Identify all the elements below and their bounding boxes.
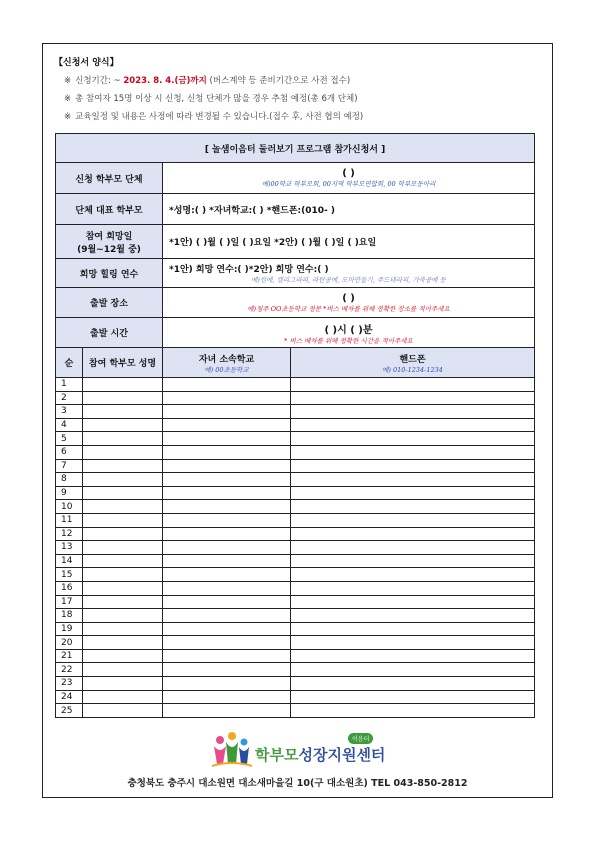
notes-line-participants: ※ 총 참여자 15명 이상 시 신청, 신청 단체가 많을 경우 추첨 예정(총 6개 단체) [64, 94, 358, 104]
school-cell[interactable] [163, 527, 291, 541]
notes-heading: 【신청서 양식】 [54, 58, 119, 68]
school-cell[interactable] [163, 445, 291, 459]
phone-cell[interactable] [291, 527, 535, 541]
table-row [56, 663, 535, 677]
table-row [56, 581, 535, 595]
table-row [56, 527, 535, 541]
table-row [56, 677, 535, 691]
departure-place-field[interactable] [163, 288, 535, 318]
phone-cell[interactable] [291, 486, 535, 500]
table-row [56, 649, 535, 663]
phone-cell[interactable] [291, 663, 535, 677]
phone-cell[interactable] [291, 459, 535, 473]
row-number: 9 [56, 486, 83, 500]
participant-name-cell[interactable] [83, 391, 163, 405]
participant-name-cell[interactable] [83, 609, 163, 623]
participant-name-cell[interactable] [83, 595, 163, 609]
row-number: 17 [56, 595, 83, 609]
school-cell[interactable] [163, 500, 291, 514]
table-row [56, 690, 535, 704]
school-cell[interactable] [163, 677, 291, 691]
group-field-paren: ( ) [342, 168, 355, 179]
departure-place-label: 출발 장소 [56, 288, 163, 318]
healing-training-field[interactable] [163, 259, 535, 288]
column-number-header: 순 [56, 348, 83, 378]
school-cell[interactable] [163, 473, 291, 487]
phone-cell[interactable] [291, 405, 535, 419]
departure-time-field[interactable] [163, 318, 535, 348]
application-form-table [55, 133, 535, 718]
participant-name-cell[interactable] [83, 568, 163, 582]
row-number: 21 [56, 649, 83, 663]
table-row [56, 459, 535, 473]
participant-name-cell[interactable] [83, 649, 163, 663]
note-bullet-icon: ※ [64, 112, 72, 122]
phone-cell[interactable] [291, 500, 535, 514]
application-notes [54, 54, 544, 126]
participant-name-cell[interactable] [83, 445, 163, 459]
phone-cell[interactable] [291, 622, 535, 636]
participant-name-cell[interactable] [83, 581, 163, 595]
school-cell[interactable] [163, 663, 291, 677]
footer-address: 충청북도 충주시 대소원면 대소새마을길 10(구 대소원초) TEL 043-850-2812 [127, 778, 468, 789]
school-cell[interactable] [163, 391, 291, 405]
phone-cell[interactable] [291, 418, 535, 432]
row-number: 10 [56, 500, 83, 514]
phone-cell[interactable] [291, 690, 535, 704]
center-logo [210, 730, 390, 770]
note-bullet-icon: ※ [64, 76, 72, 86]
school-cell[interactable] [163, 704, 291, 718]
table-row [56, 513, 535, 527]
row-number: 5 [56, 432, 83, 446]
deadline-text: 2023. 8. 4.(금)까지 [123, 76, 207, 86]
note-bullet-icon: ※ [64, 94, 72, 104]
school-cell[interactable] [163, 690, 291, 704]
column-name-header: 참여 학부모 성명 [83, 348, 163, 378]
representative-label: 단체 대표 학부모 [56, 194, 163, 225]
departure-time-label: 출발 시간 [56, 318, 163, 348]
participant-name-cell[interactable] [83, 704, 163, 718]
row-number: 1 [56, 378, 83, 392]
table-row [56, 541, 535, 555]
phone-cell[interactable] [291, 677, 535, 691]
participant-name-cell[interactable] [83, 378, 163, 392]
table-row [56, 432, 535, 446]
row-number: 20 [56, 636, 83, 650]
school-cell[interactable] [163, 636, 291, 650]
phone-cell[interactable] [291, 609, 535, 623]
school-cell[interactable] [163, 609, 291, 623]
participant-name-cell[interactable] [83, 486, 163, 500]
row-number: 13 [56, 541, 83, 555]
row-number: 3 [56, 405, 83, 419]
healing-training-label: 희망 힐링 연수 [56, 259, 163, 288]
phone-cell[interactable] [291, 636, 535, 650]
school-cell[interactable] [163, 541, 291, 555]
table-row [56, 554, 535, 568]
participant-name-cell[interactable] [83, 418, 163, 432]
phone-cell[interactable] [291, 595, 535, 609]
participant-name-cell[interactable] [83, 677, 163, 691]
participant-name-cell[interactable] [83, 432, 163, 446]
row-number: 4 [56, 418, 83, 432]
school-cell[interactable] [163, 486, 291, 500]
table-row [56, 473, 535, 487]
participant-name-cell[interactable] [83, 473, 163, 487]
representative-field[interactable]: *성명:( ) *자녀학교:( ) *핸드폰:(010- ) [163, 194, 535, 225]
center-name: 학부모성장지원센터 [255, 746, 386, 764]
participant-name-cell[interactable] [83, 554, 163, 568]
row-number: 22 [56, 663, 83, 677]
departure-place-hint: 예)청주 OO초등학교 정문 *버스 배차를 위해 정확한 장소를 적어주세요 [247, 304, 450, 313]
school-cell[interactable] [163, 622, 291, 636]
table-row [56, 418, 535, 432]
participant-name-cell[interactable] [83, 513, 163, 527]
school-cell[interactable] [163, 459, 291, 473]
participant-name-cell[interactable] [83, 527, 163, 541]
row-number: 24 [56, 690, 83, 704]
phone-cell[interactable] [291, 513, 535, 527]
phone-cell[interactable] [291, 391, 535, 405]
table-row [56, 378, 535, 392]
table-row [56, 486, 535, 500]
preferred-date-label: 참여 희망일 (9월~12월 중) [56, 225, 163, 259]
healing-training-hint: 예)원예, 캘리그라피, 라탄공예, 도마만들기, 주드테라피, 가죽공예 등 [251, 276, 446, 284]
table-row [56, 445, 535, 459]
phone-cell[interactable] [291, 541, 535, 555]
row-number: 15 [56, 568, 83, 582]
table-row [56, 391, 535, 405]
form-title: [ 놀샘이음터 둘러보기 프로그램 참가신청서 ] [56, 134, 535, 163]
participant-name-cell[interactable] [83, 636, 163, 650]
departure-time-value: ( )시 ( )분 [324, 324, 373, 336]
school-cell[interactable] [163, 568, 291, 582]
row-number: 8 [56, 473, 83, 487]
table-row [56, 622, 535, 636]
row-number: 25 [56, 704, 83, 718]
school-cell[interactable] [163, 649, 291, 663]
school-cell[interactable] [163, 595, 291, 609]
row-number: 16 [56, 581, 83, 595]
healing-training-value: *1안) 희망 연수:( )*2안) 희망 연수:( ) [169, 265, 329, 275]
participant-name-cell[interactable] [83, 500, 163, 514]
table-row [56, 636, 535, 650]
phone-cell[interactable] [291, 581, 535, 595]
preferred-date-field[interactable]: *1안) ( )월 ( )일 ( )요일 *2안) ( )월 ( )일 ( )요일 [163, 225, 535, 259]
phone-cell[interactable] [291, 568, 535, 582]
school-cell[interactable] [163, 581, 291, 595]
phone-cell[interactable] [291, 445, 535, 459]
table-row [56, 595, 535, 609]
table-row [56, 568, 535, 582]
people-logo-icon [210, 730, 254, 770]
group-label: 신청 학부모 단체 [56, 163, 163, 194]
eumteo-badge: 이음터 [348, 733, 373, 744]
phone-cell[interactable] [291, 554, 535, 568]
departure-time-hint: * 버스 배차를 위해 정확한 시간을 적어주세요 [284, 336, 413, 345]
participant-name-cell[interactable] [83, 405, 163, 419]
school-cell[interactable] [163, 378, 291, 392]
school-cell[interactable] [163, 513, 291, 527]
row-number: 14 [56, 554, 83, 568]
participant-name-cell[interactable] [83, 690, 163, 704]
school-cell[interactable] [163, 418, 291, 432]
school-cell[interactable] [163, 432, 291, 446]
group-field-hint: 예)00학교 학부모회, 00지역 학부모연합회, 00 학부모동아리 [261, 180, 436, 188]
phone-cell[interactable] [291, 704, 535, 718]
departure-place-paren: ( ) [342, 292, 355, 304]
group-field[interactable] [163, 163, 535, 194]
row-number: 18 [56, 609, 83, 623]
table-row [56, 704, 535, 718]
row-number: 2 [56, 391, 83, 405]
table-row [56, 609, 535, 623]
participant-name-cell[interactable] [83, 663, 163, 677]
school-cell[interactable] [163, 554, 291, 568]
school-cell[interactable] [163, 405, 291, 419]
column-phone-header: 핸드폰 예) 010-1234-1234 [291, 348, 535, 378]
row-number: 12 [56, 527, 83, 541]
participant-name-cell[interactable] [83, 541, 163, 555]
row-number: 7 [56, 459, 83, 473]
participant-name-cell[interactable] [83, 459, 163, 473]
row-number: 11 [56, 513, 83, 527]
row-number: 19 [56, 622, 83, 636]
phone-cell[interactable] [291, 473, 535, 487]
table-row [56, 405, 535, 419]
notes-line-period: ※ 신청기간: ~ 2023. 8. 4.(금)까지 (버스계약 등 준비기간으로 사전 접수) [64, 76, 351, 86]
phone-cell[interactable] [291, 432, 535, 446]
column-school-header: 자녀 소속학교 예) 00초등학교 [163, 348, 291, 378]
table-row [56, 500, 535, 514]
phone-cell[interactable] [291, 649, 535, 663]
participant-rows [56, 378, 535, 718]
notes-line-schedule: ※ 교육일정 및 내용은 사정에 따라 변경될 수 있습니다.(접수 후, 사전 협의 예정) [64, 112, 364, 122]
row-number: 23 [56, 677, 83, 691]
row-number: 6 [56, 445, 83, 459]
phone-cell[interactable] [291, 378, 535, 392]
participant-name-cell[interactable] [83, 622, 163, 636]
